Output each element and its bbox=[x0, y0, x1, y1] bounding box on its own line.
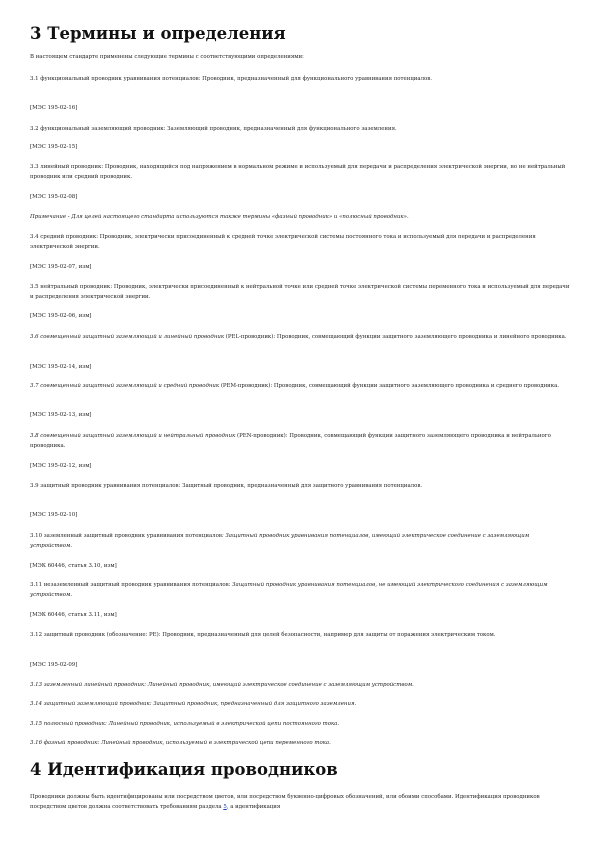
term-3-13-text: : Линейный проводник, имеющий электрическое соединение с заземляющим устройством. bbox=[144, 682, 414, 688]
term-3-12-lead: 3.12 защитный проводник bbox=[30, 632, 106, 638]
term-3-4-text: : Проводник, электрически присоединенный к средней точке электрической системы постоянного тока и используемый для передачи и распределения электрической энергии. bbox=[30, 234, 536, 250]
term-3-2-text: : Заземляющий проводник, предназначенный для функционального заземления. bbox=[163, 126, 397, 132]
term-3-1-lead: 3.1 функциональный проводник уравнивания потенциалов bbox=[30, 76, 199, 82]
term-3-8 bbox=[30, 431, 570, 451]
term-3-5-ref: [МЭС 195-02-06, изм] bbox=[30, 313, 92, 319]
section-5-link[interactable]: 5 bbox=[223, 804, 227, 810]
term-3-4 bbox=[30, 232, 570, 252]
term-3-11-lead: 3.11 незаземленный защитный проводник уравнивания потенциалов bbox=[30, 582, 229, 588]
term-3-7 bbox=[30, 381, 570, 391]
term-3-5-lead: 3.5 нейтральный проводник bbox=[30, 284, 111, 290]
term-3-10-ref: [МЭК 60446, статья 3.10, изм] bbox=[30, 563, 117, 569]
term-3-6-text: (PEL-проводник): Проводник, совмещающий функции защитного заземляющего проводника и линейного проводника. bbox=[224, 334, 567, 340]
term-3-7-ref: [МЭС 195-02-13, изм] bbox=[30, 412, 92, 418]
term-3-16 bbox=[30, 738, 570, 748]
term-3-1 bbox=[30, 74, 570, 84]
section-4-paragraph bbox=[30, 792, 570, 812]
term-3-2-ref: [МЭС 195-02-15] bbox=[30, 144, 78, 150]
term-3-9-text: : Защитный проводник, предназначенный для защитного уравнивания потенциалов. bbox=[178, 483, 423, 489]
term-3-15 bbox=[30, 719, 570, 729]
term-3-5 bbox=[30, 282, 570, 302]
term-3-11-text: : Защитный проводник уравнивания потенциалов, не имеющий электрического соединения с заземляющим устройством. bbox=[30, 582, 548, 598]
term-3-11 bbox=[30, 580, 570, 600]
section-4-heading: 4 Идентификация проводников bbox=[30, 760, 338, 779]
term-3-16-text: : Линейный проводник, используемый в электрической цепи переменного тока. bbox=[97, 740, 331, 746]
term-3-9 bbox=[30, 481, 570, 491]
term-3-2-lead: 3.2 функциональный заземляющий проводник bbox=[30, 126, 164, 132]
section-3-intro: В настоящем стандарте применены следующие термины с соответствующими определениями: bbox=[30, 54, 304, 60]
term-3-14-lead: 3.14 защитный заземляющий проводник bbox=[30, 701, 150, 707]
term-3-1-text: : Проводник, предназначенный для функционального уравнивания потенциалов. bbox=[198, 76, 433, 82]
term-3-15-text: : Линейный проводник, используемый в электрической цепи постоянного тока. bbox=[104, 721, 340, 727]
term-3-14-text: : Защитный проводник, предназначенный для защитного заземления. bbox=[149, 701, 357, 707]
term-3-7-text: (PEM-проводник): Проводник, совмещающий функции защитного заземляющего проводника и среднего проводника. bbox=[219, 383, 560, 389]
term-3-13 bbox=[30, 680, 570, 690]
term-3-10-text: : Защитный проводник уравнивания потенциалов, имеющий электрическое соединение с заземляющим устройством. bbox=[30, 533, 530, 549]
term-3-8-text: (PEN-проводник): Проводник, совмещающий функции защитного заземляющего проводника и нейтрального проводника. bbox=[30, 433, 551, 449]
term-3-14 bbox=[30, 699, 570, 709]
term-3-3-lead: 3.3 линейный проводник bbox=[30, 164, 102, 170]
term-3-6-ref: [МЭС 195-02-14, изм] bbox=[30, 364, 92, 370]
term-3-9-lead: 3.9 защитный проводник уравнивания потенциалов bbox=[30, 483, 179, 489]
term-3-2 bbox=[30, 124, 570, 134]
section-4-text: Проводники должны быть идентифицированы или посредством цветов, или посредством буквенно-цифровых обозначений, или обоими способами. Идентификация проводников посредством цветов должна соответствовать требованиям раздела bbox=[30, 794, 540, 810]
term-3-12 bbox=[30, 630, 570, 640]
section-4-text-end: , а идентификация bbox=[226, 804, 281, 810]
term-3-6 bbox=[30, 332, 570, 342]
term-3-1-ref: [МЭС 195-02-16] bbox=[30, 105, 78, 111]
term-3-15-lead: 3.15 полюсный проводник bbox=[30, 721, 105, 727]
term-3-10-lead: 3.10 заземленный защитный проводник уравнивания потенциалов bbox=[30, 533, 222, 539]
term-3-12-text: (обозначение: PE): Проводник, предназначенный для целей безопасности, например для защиты от поражения электрическим током. bbox=[105, 632, 496, 638]
term-3-8-ref: [МЭС 195-02-12, изм] bbox=[30, 463, 92, 469]
term-3-8-lead: 3.8 совмещенный защитный заземляющий и нейтральный проводник bbox=[30, 433, 236, 439]
term-3-3-text: : Проводник, находящийся под напряжением в нормальном режиме и используемый для передачи и распределения электрической энергии, но не нейтральный проводник или средний проводник. bbox=[30, 164, 566, 180]
term-3-12-ref: [МЭС 195-02-09] bbox=[30, 662, 78, 668]
term-3-16-lead: 3.16 фазный проводник bbox=[30, 740, 98, 746]
term-3-4-ref: [МЭС 195-02-07, изм] bbox=[30, 264, 92, 270]
term-3-11-ref: [МЭК 60446, статья 3.11, изм] bbox=[30, 612, 117, 618]
section-3-heading: 3 Термины и определения bbox=[30, 24, 286, 43]
term-3-3-ref: [МЭС 195-02-08] bbox=[30, 194, 78, 200]
term-3-6-lead: 3.6 совмещенный защитный заземляющий и линейный проводник bbox=[30, 334, 225, 340]
term-3-3 bbox=[30, 162, 570, 182]
term-3-5-text: : Проводник, электрически присоединенный к нейтральной точке или средней точке электрической системы переменного тока и используемый для передачи и распределения электрической энергии. bbox=[30, 284, 570, 300]
term-3-9-ref: [МЭС 195-02-10] bbox=[30, 512, 78, 518]
note-text: Примечание - Для целей настоящего стандарта используются также термины «фазный проводник» и «полюсный проводник». bbox=[30, 214, 409, 220]
term-3-4-lead: 3.4 средний проводник bbox=[30, 234, 97, 240]
term-3-13-lead: 3.13 заземленный линейный проводник bbox=[30, 682, 145, 688]
term-3-7-lead: 3.7 совмещенный защитный заземляющий и средний проводник bbox=[30, 383, 220, 389]
term-3-10 bbox=[30, 531, 570, 551]
